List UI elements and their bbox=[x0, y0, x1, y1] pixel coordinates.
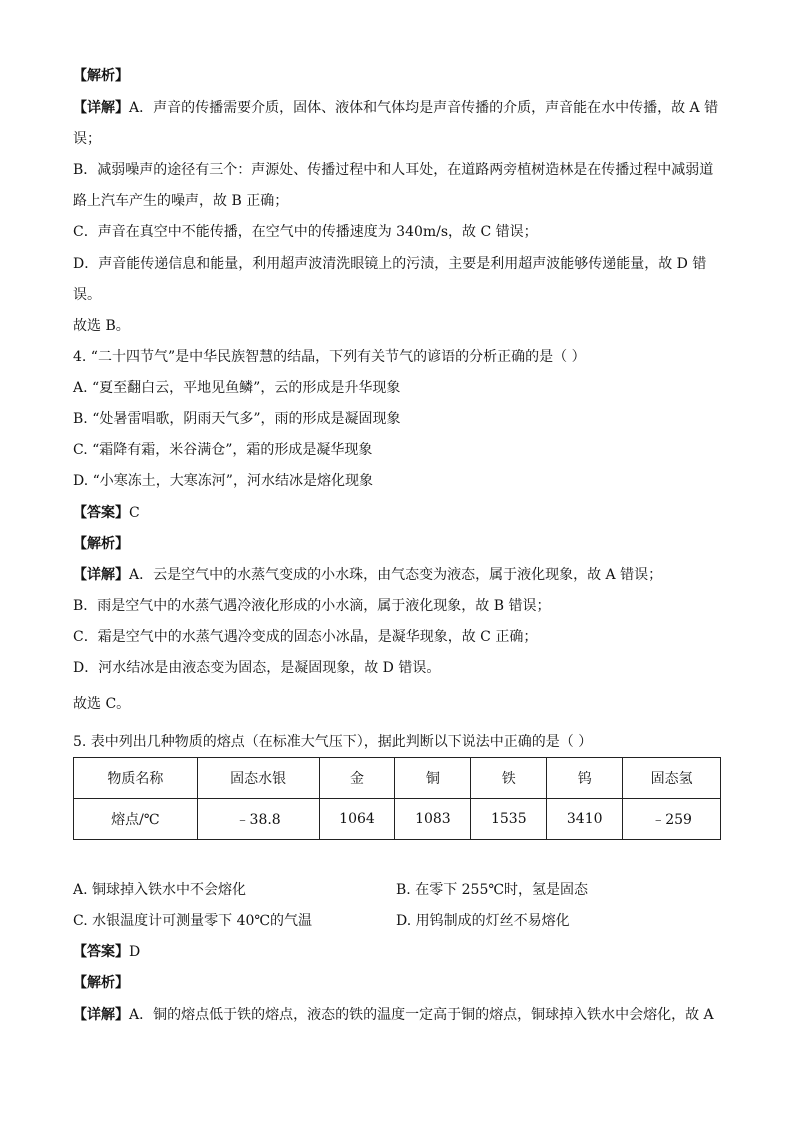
detail-d-line1: D．声音能传递信息和能量，利用超声波清洗眼镜上的污渍，主要是利用超声波能够传递能量，故 D 错 bbox=[73, 256, 707, 272]
detail-d-line2: 误。 bbox=[73, 287, 101, 303]
table-cell: 铁 bbox=[471, 758, 547, 799]
q4-detail-c: C．霜是空气中的水蒸气遇冷变成的固态小冰晶，是凝华现象，故 C 正确； bbox=[73, 629, 538, 645]
q4-detail-a bbox=[73, 565, 662, 585]
q4-option-b: B. “处暑雷唱歌，阴雨天气多”，雨的形成是凝固现象 bbox=[73, 411, 401, 427]
table-cell: 铜 bbox=[395, 758, 471, 799]
q4-detail-b: B．雨是空气中的水蒸气遇冷液化形成的小水滴，属于液化现象，故 B 错误； bbox=[73, 598, 551, 614]
table-cell: 1535 bbox=[471, 799, 547, 840]
table-cell: 金 bbox=[319, 758, 395, 799]
q5-option-a: A. 铜球掉入铁水中不会熔化 bbox=[73, 882, 247, 898]
detail-a-text: A．声音的传播需要介质，固体、液体和气体均是声音传播的介质，声音能在水中传播，故 A 错 bbox=[129, 100, 719, 116]
question-4-stem: 4. “二十四节气”是中华民族智慧的结晶，下列有关节气的谚语的分析正确的是（ ） bbox=[73, 349, 586, 365]
table-header-row bbox=[74, 758, 721, 799]
detail-a-text: A．铜的熔点低于铁的熔点，液态的铁的温度一定高于铜的熔点，铜球掉入铁水中会熔化，故 A bbox=[129, 1007, 714, 1023]
detail-c: C．声音在真空中不能传播，在空气中的传播速度为 340m/s，故 C 错误； bbox=[73, 224, 538, 240]
table-cell: 1083 bbox=[395, 799, 471, 840]
q5-answer bbox=[73, 942, 140, 962]
q4-choice: 故选 C。 bbox=[73, 696, 131, 712]
answer-label: 【答案】 bbox=[73, 505, 129, 521]
detail-a-line1 bbox=[73, 98, 718, 118]
detail-b-line1: B．减弱噪声的途径有三个：声源处、传播过程中和人耳处，在道路两旁植树造林是在传播过程中减弱道 bbox=[73, 162, 714, 178]
q4-option-d: D. “小寒冻土，大寒冻河”，河水结冰是熔化现象 bbox=[73, 473, 373, 489]
table-cell: 固态氢 bbox=[623, 758, 721, 799]
table-cell: 固态水银 bbox=[197, 758, 319, 799]
table-cell: 1064 bbox=[319, 799, 395, 840]
q4-option-a: A. “夏至翻白云，平地见鱼鳞”，云的形成是升华现象 bbox=[73, 380, 401, 396]
table-cell: 3410 bbox=[547, 799, 623, 840]
detail-a-line2: 误； bbox=[73, 131, 101, 147]
detail-label: 【详解】 bbox=[73, 1007, 129, 1023]
q5-option-d: D. 用钨制成的灯丝不易熔化 bbox=[396, 913, 570, 929]
table-row bbox=[74, 799, 721, 840]
detail-label: 【详解】 bbox=[73, 100, 129, 116]
question-5-stem: 5. 表中列出几种物质的熔点（在标准大气压下），据此判断以下说法中正确的是（ ） bbox=[73, 734, 593, 750]
q4-option-c: C. “霜降有霜，米谷满仓”，霜的形成是凝华现象 bbox=[73, 442, 373, 458]
detail-a-text: A．云是空气中的水蒸气变成的小水珠，由气态变为液态，属于液化现象，故 A 错误； bbox=[129, 567, 663, 583]
q4-detail-d: D．河水结冰是由液态变为固态，是凝固现象，故 D 错误。 bbox=[73, 660, 441, 676]
answer-value: D bbox=[129, 944, 141, 960]
table-cell: 熔点/℃ bbox=[74, 799, 198, 840]
q4-analysis-label: 【解析】 bbox=[73, 536, 129, 552]
q5-detail-a bbox=[73, 1005, 714, 1025]
table-cell: 钨 bbox=[547, 758, 623, 799]
table-cell: ﹣38.8 bbox=[197, 799, 319, 840]
melting-point-table bbox=[73, 757, 721, 840]
choice-statement: 故选 B。 bbox=[73, 318, 130, 334]
q5-analysis-label: 【解析】 bbox=[73, 975, 129, 991]
analysis-label: 【解析】 bbox=[73, 68, 129, 84]
detail-label: 【详解】 bbox=[73, 567, 129, 583]
answer-value: C bbox=[129, 505, 140, 521]
q5-option-c: C. 水银温度计可测量零下 40℃的气温 bbox=[73, 913, 313, 929]
detail-b-line2: 路上汽车产生的噪声，故 B 正确； bbox=[73, 193, 289, 209]
q5-option-b: B. 在零下 255℃时，氢是固态 bbox=[396, 882, 589, 898]
answer-label: 【答案】 bbox=[73, 944, 129, 960]
table-cell: ﹣259 bbox=[623, 799, 721, 840]
q4-answer bbox=[73, 503, 140, 523]
table-cell: 物质名称 bbox=[74, 758, 198, 799]
